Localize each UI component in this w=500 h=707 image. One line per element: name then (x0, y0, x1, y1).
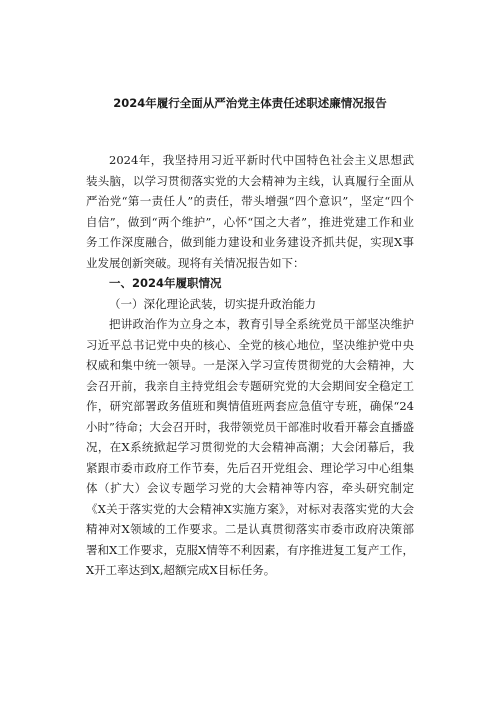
section-heading: 一、2024年履职情况 (109, 276, 222, 290)
body-paragraph: 把讲政治作为立身之本，教育引导全系统党员干部坚决维护习近平总书记党中央的核心、全党的核心地位，坚决维护党中央权威和集中统一领导。一是深入学习宣传贯彻党的大会精神，大会召开前，我亲自主持党组会专题研究党的大会期间安全稳定工作，研究部署政务值班和舆情值班两套应急值守专班，确保“24小时”待命；大会召开时，我带领党员干部准时收看开幕会直播盛况，在X系统掀起学习贯彻党的大会精神高潮；大会闭幕后，我紧跟市委市政府工作节奏，先后召开党组会、理论学习中心组集体（扩大）会议专题学习党的大会精神等内容，牵头研究制定《X关于落实党的大会精神X实施方案》，对标对表落实党的大会精神对X领域的工作要求。二是认真贯彻落实市委市政府决策部署和X工作要求，克服X情等不利因素，有序推进复工复产工作，X开工率达到X,超额完成X目标任务。 (86, 317, 414, 577)
document-title: 2024年履行全面从严治党主体责任述职述廉情况报告 (113, 96, 387, 110)
subsection-heading: （一）深化理论武装，切实提升政治能力 (109, 296, 316, 311)
intro-paragraph: 2024年，我坚持用习近平新时代中国特色社会主义思想武装头脑，以学习贯彻落实党的大会精神为主线，认真履行全面从严治党“第一责任人”的责任，带头增强“四个意识”，坚定“四个自信”，做到“两个维护”，心怀“国之大者”，推进党建工作和业务工作深度融合，做到能力建设和业务建设齐抓共促，实现X事业发展创新突破。现将有关情况报告如下： (86, 153, 414, 270)
